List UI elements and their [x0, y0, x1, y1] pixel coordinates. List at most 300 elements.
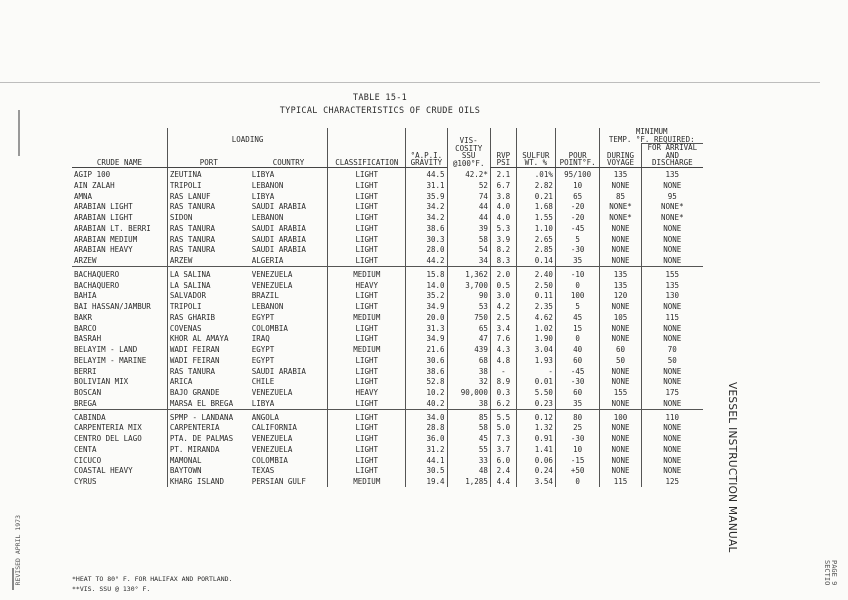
cell-sulfur: 2.35 [516, 302, 555, 313]
cell-during-voyage: 50 [600, 355, 641, 366]
cell-viscosity: 39 [447, 223, 490, 234]
header-arrival-discharge: FOR ARRIVAL AND DISCHARGE [641, 144, 703, 168]
margin-mark-bottom [12, 568, 14, 590]
cell-classification: LIGHT [328, 323, 406, 334]
cell-crude-name: CARPENTERIA MIX [74, 423, 142, 433]
cell-during-voyage: 135 [600, 280, 641, 291]
cell-arrival-discharge: 70 [641, 345, 703, 356]
cell-rvp: 5.0 [490, 423, 516, 434]
cell-sulfur: 0.91 [516, 434, 555, 445]
table-subtitle: TYPICAL CHARACTERISTICS OF CRUDE OILS [279, 106, 481, 116]
cell-viscosity: 38 [447, 366, 490, 377]
cell-classification: LIGHT [328, 180, 406, 191]
cell-classification: LIGHT [328, 377, 406, 388]
header-pour-point: POUR POINT°F. [555, 144, 600, 168]
cell-rvp: 0.3 [490, 388, 516, 399]
manual-title: VESSEL INSTRUCTION MANUAL [726, 382, 738, 553]
cell-arrival-discharge: NONE [641, 334, 703, 345]
cell-crude-name: ARABIAN MEDIUM [74, 234, 138, 244]
cell-classification: LIGHT [328, 167, 406, 180]
header-sulfur: SULFUR WT. % [516, 144, 555, 168]
cell-arrival-discharge: 135 [641, 167, 703, 180]
cell-crude-name: BASRAH [74, 334, 102, 344]
cell-crude-name: AGIP 100 [74, 170, 111, 180]
table-row [72, 398, 703, 409]
cell-during-voyage: NONE* [600, 202, 641, 213]
cell-during-voyage: 100 [600, 410, 641, 423]
cell-api-gravity: 38.6 [406, 366, 447, 377]
cell-api-gravity: 30.5 [406, 466, 447, 477]
cell-during-voyage: NONE [600, 423, 641, 434]
cell-api-gravity: 28.8 [406, 423, 447, 434]
cell-api-gravity: 52.8 [406, 377, 447, 388]
cell-pour-point: 60 [555, 355, 600, 366]
cell-api-gravity: 34.2 [406, 202, 447, 213]
cell-pour-point: 0 [555, 280, 600, 291]
cell-port: BAYTOWN [167, 466, 249, 477]
cell-arrival-discharge: 110 [641, 410, 703, 423]
cell-api-gravity: 35.2 [406, 291, 447, 302]
header-loading: LOADING [167, 128, 327, 144]
cell-port: CARPENTERIA [167, 423, 249, 434]
cell-country: EGYPT [251, 345, 275, 355]
cell-sulfur: 2.65 [516, 234, 555, 245]
cell-viscosity: 42.2* [447, 167, 490, 180]
cell-during-voyage: NONE [600, 245, 641, 256]
cell-api-gravity: 30.3 [406, 234, 447, 245]
cell-viscosity: 439 [447, 345, 490, 356]
cell-arrival-discharge: 135 [641, 280, 703, 291]
table-row [72, 410, 703, 423]
cell-country: EGYPT [251, 312, 275, 322]
cell-api-gravity: 34.9 [406, 302, 447, 313]
cell-classification: LIGHT [328, 234, 406, 245]
table-row [72, 180, 703, 191]
cell-port: RAS TANURA [167, 234, 249, 245]
cell-crude-name: COASTAL HEAVY [74, 466, 133, 476]
cell-classification: LIGHT [328, 245, 406, 256]
cell-classification: LIGHT [328, 455, 406, 466]
cell-arrival-discharge: NONE [641, 302, 703, 313]
cell-pour-point: 35 [555, 256, 600, 267]
cell-crude-name: ARABIAN LIGHT [74, 202, 133, 212]
cell-country: PERSIAN GULF [251, 477, 306, 487]
cell-rvp: 6.0 [490, 455, 516, 466]
cell-rvp: 2.1 [490, 167, 516, 180]
cell-rvp: 8.3 [490, 256, 516, 267]
cell-sulfur: 1.90 [516, 334, 555, 345]
cell-sulfur: 1.10 [516, 223, 555, 234]
cell-port: WADI FEIRAN [167, 345, 249, 356]
cell-port: LA SALINA [167, 267, 249, 280]
cell-arrival-discharge: NONE [641, 398, 703, 409]
cell-crude-name: BREGA [72, 398, 167, 409]
cell-arrival-discharge: 130 [641, 291, 703, 302]
cell-sulfur: 0.01 [516, 377, 555, 388]
cell-sulfur: 1.41 [516, 444, 555, 455]
cell-crude-name: AIN ZALAH [74, 180, 115, 190]
table-row [72, 423, 703, 434]
cell-port: KHARG ISLAND [167, 477, 249, 488]
header-country: COUNTRY [250, 144, 328, 168]
cell-during-voyage: NONE [600, 323, 641, 334]
table-row [72, 334, 703, 345]
cell-pour-point: 0 [555, 334, 600, 345]
cell-pour-point: 25 [555, 423, 600, 434]
cell-sulfur: .01% [516, 167, 555, 180]
cell-country: TEXAS [251, 466, 275, 476]
table-row [72, 302, 703, 313]
cell-port: LA SALINA [167, 280, 249, 291]
header-viscosity: VIS- COSITY SSU @100°F. [447, 128, 490, 167]
cell-crude-name: BAKR [74, 312, 93, 322]
table-row [72, 234, 703, 245]
footnote-viscosity: **VIS. SSU @ 130° F. [72, 585, 151, 593]
cell-country: CHILE [251, 377, 275, 387]
cell-country: SAUDI ARABIA [251, 234, 306, 244]
cell-country: SAUDI ARABIA [251, 366, 306, 376]
header-port: PORT [167, 144, 249, 168]
cell-sulfur: 5.50 [516, 388, 555, 399]
cell-viscosity: 68 [447, 355, 490, 366]
table-row [72, 477, 703, 488]
cell-arrival-discharge: NONE [641, 455, 703, 466]
cell-country: LIBYA [251, 191, 275, 201]
cell-viscosity: 65 [447, 323, 490, 334]
cell-country: ALGERIA [250, 256, 328, 267]
cell-classification: LIGHT [328, 291, 406, 302]
cell-country: VENEZUELA [251, 280, 293, 290]
cell-during-voyage: NONE* [600, 213, 641, 224]
cell-port: SALVADOR [167, 291, 249, 302]
cell-classification: HEAVY [328, 388, 406, 399]
cell-sulfur: 3.04 [516, 345, 555, 356]
cell-pour-point: -30 [555, 377, 600, 388]
cell-api-gravity: 36.0 [406, 434, 447, 445]
cell-country: SAUDI ARABIA [251, 223, 306, 233]
cell-viscosity: 32 [447, 377, 490, 388]
cell-pour-point: 65 [555, 191, 600, 202]
table-row [72, 312, 703, 323]
cell-rvp: 4.0 [490, 213, 516, 224]
cell-port: RAS TANURA [167, 202, 249, 213]
cell-api-gravity: 21.6 [406, 345, 447, 356]
table-row [72, 223, 703, 234]
cell-pour-point: -30 [555, 434, 600, 445]
table-title: TABLE 15-1 [352, 93, 408, 103]
cell-rvp: 2.0 [490, 267, 516, 280]
cell-country: VENEZUELA [251, 434, 293, 444]
cell-pour-point: -20 [555, 213, 600, 224]
cell-during-voyage: NONE [600, 444, 641, 455]
cell-rvp: 4.0 [490, 202, 516, 213]
cell-arrival-discharge: NONE [641, 223, 703, 234]
cell-pour-point: +50 [555, 466, 600, 477]
cell-classification: HEAVY [328, 280, 406, 291]
cell-rvp: 5.5 [490, 410, 516, 423]
cell-port: RAS LANUF [167, 191, 249, 202]
cell-viscosity: 53 [447, 302, 490, 313]
cell-pour-point: -45 [555, 223, 600, 234]
cell-crude-name: CENTRO DEL LAGO [74, 434, 142, 444]
cell-sulfur: 1.55 [516, 213, 555, 224]
top-rule [0, 82, 820, 83]
cell-classification: LIGHT [328, 410, 406, 423]
cell-sulfur: 1.02 [516, 323, 555, 334]
cell-classification: LIGHT [328, 434, 406, 445]
cell-viscosity: 74 [447, 191, 490, 202]
cell-port: RAS GHARIB [167, 312, 249, 323]
cell-during-voyage: NONE [600, 398, 641, 409]
cell-api-gravity: 40.2 [406, 398, 447, 409]
cell-country: LIBYA [250, 398, 328, 409]
table-row [72, 191, 703, 202]
cell-country: VENEZUELA [251, 388, 293, 398]
table-header [72, 128, 703, 167]
cell-viscosity: 90 [447, 291, 490, 302]
cell-during-voyage: NONE [600, 455, 641, 466]
header-classification: CLASSIFICATION [328, 144, 406, 168]
cell-rvp: 8.2 [490, 245, 516, 256]
cell-during-voyage: 105 [600, 312, 641, 323]
cell-during-voyage: 120 [600, 291, 641, 302]
cell-crude-name: BOLIVIAN MIX [74, 377, 129, 387]
cell-pour-point: 95/100 [555, 167, 600, 180]
section-label: SECTIO [823, 560, 831, 586]
cell-during-voyage: 85 [600, 191, 641, 202]
cell-sulfur: 0.21 [516, 191, 555, 202]
header-during-voyage: DURING VOYAGE [600, 144, 641, 168]
table-row [72, 434, 703, 445]
cell-port: MAMONAL [167, 455, 249, 466]
cell-api-gravity: 14.0 [406, 280, 447, 291]
cell-sulfur: 1.93 [516, 355, 555, 366]
cell-during-voyage: 135 [600, 267, 641, 280]
footnotes [72, 574, 232, 594]
cell-sulfur: 2.82 [516, 180, 555, 191]
table-row [72, 245, 703, 256]
cell-api-gravity: 31.1 [406, 180, 447, 191]
cell-port: BAJO GRANDE [167, 388, 249, 399]
cell-pour-point: 0 [555, 477, 600, 488]
table-row [72, 466, 703, 477]
cell-arrival-discharge: 115 [641, 312, 703, 323]
cell-sulfur: 1.32 [516, 423, 555, 434]
cell-arrival-discharge: 95 [641, 191, 703, 202]
cell-viscosity: 34 [447, 256, 490, 267]
cell-api-gravity: 38.6 [406, 223, 447, 234]
cell-viscosity: 85 [447, 410, 490, 423]
cell-port: PTA. DE PALMAS [167, 434, 249, 445]
cell-pour-point: 5 [555, 234, 600, 245]
cell-during-voyage: NONE [600, 366, 641, 377]
cell-arrival-discharge: NONE* [641, 213, 703, 224]
table-row [72, 377, 703, 388]
cell-arrival-discharge: NONE [641, 366, 703, 377]
cell-viscosity: 750 [447, 312, 490, 323]
cell-viscosity: 47 [447, 334, 490, 345]
cell-classification: MEDIUM [328, 267, 406, 280]
cell-viscosity: 58 [447, 423, 490, 434]
cell-sulfur: 0.12 [516, 410, 555, 423]
cell-classification: MEDIUM [328, 312, 406, 323]
cell-viscosity: 52 [447, 180, 490, 191]
cell-api-gravity: 31.3 [406, 323, 447, 334]
cell-viscosity: 48 [447, 466, 490, 477]
cell-arrival-discharge: NONE [641, 180, 703, 191]
cell-classification: LIGHT [328, 202, 406, 213]
cell-during-voyage: 155 [600, 388, 641, 399]
cell-classification: LIGHT [328, 256, 406, 267]
cell-pour-point: 5 [555, 302, 600, 313]
cell-classification: LIGHT [328, 334, 406, 345]
cell-sulfur: 0.06 [516, 455, 555, 466]
cell-rvp: 3.9 [490, 234, 516, 245]
cell-rvp: 3.4 [490, 323, 516, 334]
table-row [72, 355, 703, 366]
cell-port: KHOR AL AMAYA [167, 334, 249, 345]
cell-port: TRIPOLI [167, 180, 249, 191]
cell-api-gravity: 34.9 [406, 334, 447, 345]
table-row [72, 202, 703, 213]
cell-pour-point: -20 [555, 202, 600, 213]
cell-country: COLOMBIA [251, 323, 288, 333]
cell-during-voyage: NONE [600, 377, 641, 388]
cell-rvp: 7.6 [490, 334, 516, 345]
cell-viscosity: 1,362 [447, 267, 490, 280]
cell-rvp: 2.5 [490, 312, 516, 323]
cell-rvp: 4.2 [490, 302, 516, 313]
cell-during-voyage: 135 [600, 167, 641, 180]
cell-during-voyage: NONE [600, 334, 641, 345]
cell-api-gravity: 44.2 [406, 256, 447, 267]
cell-country: SAUDI ARABIA [251, 202, 306, 212]
cell-pour-point: -45 [555, 366, 600, 377]
cell-port: SIDON [167, 213, 249, 224]
cell-viscosity: 44 [447, 202, 490, 213]
cell-during-voyage: NONE [600, 302, 641, 313]
header-crude-name: CRUDE NAME [72, 144, 167, 168]
cell-sulfur: 2.40 [516, 267, 555, 280]
cell-country: LIBYA [251, 170, 275, 180]
page-label: PAGE 9 [830, 560, 838, 586]
cell-api-gravity: 34.0 [406, 410, 447, 423]
cell-crude-name: AMNA [74, 191, 93, 201]
cell-sulfur: 0.24 [516, 466, 555, 477]
cell-during-voyage: 60 [600, 345, 641, 356]
cell-pour-point: 80 [555, 410, 600, 423]
cell-pour-point: 40 [555, 345, 600, 356]
cell-port: RAS TANURA [167, 245, 249, 256]
cell-classification: LIGHT [328, 213, 406, 224]
cell-classification: MEDIUM [328, 477, 406, 488]
cell-country: VENEZUELA [251, 444, 293, 454]
cell-api-gravity: 31.2 [406, 444, 447, 455]
cell-pour-point: -10 [555, 267, 600, 280]
cell-rvp: 4.8 [490, 355, 516, 366]
footnote-heat: *HEAT TO 80° F. FOR HALIFAX AND PORTLAND. [72, 575, 233, 583]
cell-sulfur: 0.23 [516, 398, 555, 409]
cell-during-voyage: NONE [600, 434, 641, 445]
table-row [72, 323, 703, 334]
cell-rvp: 5.3 [490, 223, 516, 234]
margin-mark [18, 110, 20, 156]
cell-arrival-discharge: NONE [641, 245, 703, 256]
table-row [72, 167, 703, 180]
table-row [72, 213, 703, 224]
cell-classification: LIGHT [328, 444, 406, 455]
cell-crude-name: CICUCO [74, 455, 102, 465]
cell-pour-point: 45 [555, 312, 600, 323]
cell-sulfur: 4.62 [516, 312, 555, 323]
cell-rvp: 3.7 [490, 444, 516, 455]
table-row [72, 256, 703, 267]
cell-pour-point: 35 [555, 398, 600, 409]
cell-api-gravity: 15.8 [406, 267, 447, 280]
cell-crude-name: BAHIA [74, 291, 97, 301]
cell-arrival-discharge: NONE [641, 323, 703, 334]
cell-during-voyage: 115 [600, 477, 641, 488]
cell-crude-name: ARABIAN LT. BERRI [74, 223, 151, 233]
cell-classification: LIGHT [328, 423, 406, 434]
cell-viscosity: 38 [447, 398, 490, 409]
revision-date: REVISED APRIL 1973 [14, 515, 22, 586]
cell-crude-name: BAI HASSAN/JAMBUR [74, 302, 151, 312]
cell-country: BRAZIL [251, 291, 279, 301]
cell-arrival-discharge: NONE* [641, 202, 703, 213]
crude-oil-table [72, 128, 703, 487]
cell-classification: LIGHT [328, 466, 406, 477]
table-row [72, 291, 703, 302]
cell-country: ANGOLA [251, 412, 279, 422]
cell-port: TRIPOLI [167, 302, 249, 313]
cell-port: ARZEW [167, 256, 249, 267]
cell-pour-point: 15 [555, 323, 600, 334]
header-min-temp: MINIMUM TEMP. °F. REQUIRED: [600, 128, 703, 144]
cell-api-gravity: 44.5 [406, 167, 447, 180]
cell-country: LEBANON [251, 302, 284, 312]
cell-classification: LIGHT [328, 191, 406, 202]
cell-port: ZEUTINA [167, 167, 249, 180]
cell-rvp: 3.8 [490, 191, 516, 202]
cell-rvp: 7.3 [490, 434, 516, 445]
cell-arrival-discharge: 125 [641, 477, 703, 488]
cell-sulfur: - [516, 366, 555, 377]
cell-api-gravity: 44.1 [406, 455, 447, 466]
cell-pour-point: 10 [555, 444, 600, 455]
cell-viscosity: 54 [447, 245, 490, 256]
cell-pour-point: 60 [555, 388, 600, 399]
cell-arrival-discharge: NONE [641, 466, 703, 477]
cell-country: COLOMBIA [251, 455, 288, 465]
cell-crude-name: ARABIAN LIGHT [74, 213, 133, 223]
cell-country: LEBANON [251, 180, 284, 190]
cell-crude-name: BELAYIM - MARINE [74, 355, 147, 365]
cell-viscosity: 55 [447, 444, 490, 455]
cell-country: EGYPT [251, 355, 275, 365]
cell-arrival-discharge: NONE [641, 377, 703, 388]
cell-port: MARSA EL BREGA [167, 398, 249, 409]
cell-classification: LIGHT [328, 366, 406, 377]
cell-viscosity: 58 [447, 234, 490, 245]
cell-country: SAUDI ARABIA [251, 245, 306, 255]
cell-rvp: 0.5 [490, 280, 516, 291]
table-row [72, 388, 703, 399]
cell-arrival-discharge: NONE [641, 423, 703, 434]
cell-sulfur: 2.85 [516, 245, 555, 256]
header-rvp: RVP PSI [490, 144, 516, 168]
cell-crude-name: ARZEW [72, 256, 167, 267]
